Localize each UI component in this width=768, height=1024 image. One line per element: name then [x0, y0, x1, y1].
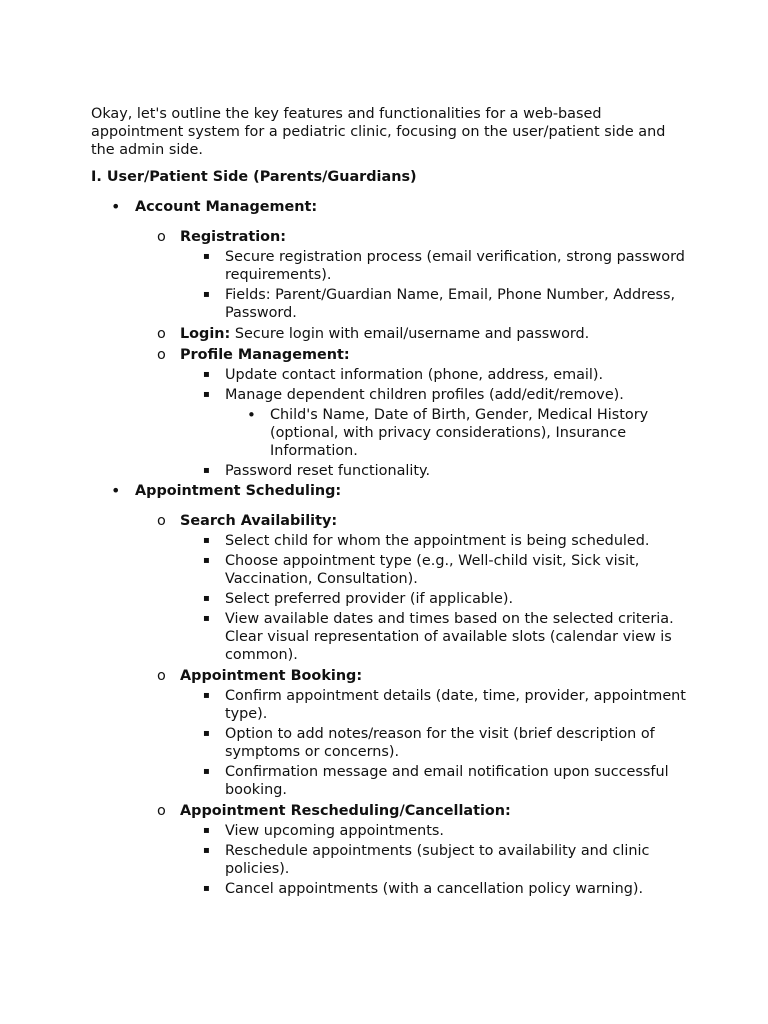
login-description: Secure login with email/username and password. [230, 326, 590, 342]
bullet-marker: • [111, 197, 121, 216]
circle-marker: o [157, 347, 166, 363]
list-item [180, 286, 691, 322]
square-marker: ▪ [203, 369, 210, 380]
square-marker: ▪ [203, 535, 210, 546]
search-availability-item [135, 512, 691, 664]
bullet-marker: • [247, 406, 256, 424]
square-marker: ▪ [203, 555, 210, 566]
intro-paragraph: Okay, let's outline the key features and functionalities for a web-based appointment system for a pediatric clinic, focusing on the user/patient side and the admin side. [91, 106, 666, 158]
square-marker: ▪ [203, 845, 210, 856]
list-item [180, 590, 691, 608]
account-management-sublist [90, 228, 691, 480]
profile-management-item [135, 346, 691, 480]
list-item [180, 822, 691, 840]
list-item [180, 610, 691, 664]
search-availability-list [180, 532, 691, 664]
list-item-text: Option to add notes/reason for the visit (brief description of symptoms or concerns). [225, 726, 655, 760]
circle-marker: o [157, 229, 166, 245]
circle-marker: o [157, 803, 166, 819]
appointment-scheduling-sublist [90, 512, 691, 898]
list-item [180, 532, 691, 550]
top-level-list [91, 198, 691, 898]
list-item [180, 552, 691, 588]
circle-marker: o [157, 513, 166, 529]
square-marker: ▪ [203, 593, 210, 604]
appointment-scheduling-title: Appointment Scheduling: [135, 483, 342, 499]
square-marker: ▪ [203, 766, 210, 777]
list-item-text: Fields: Parent/Guardian Name, Email, Phone Number, Address, Password. [225, 287, 676, 321]
list-item-text: View upcoming appointments. [225, 823, 444, 839]
appointment-booking-title: Appointment Booking: [180, 668, 363, 684]
section-heading: I. User/Patient Side (Parents/Guardians) [91, 169, 417, 185]
rescheduling-list [180, 822, 691, 898]
bullet-marker: • [111, 481, 121, 500]
list-item-text: Confirm appointment details (date, time, provider, appointment type). [225, 688, 686, 722]
circle-marker: o [157, 668, 166, 684]
square-marker: ▪ [203, 289, 210, 300]
appointment-booking-list [180, 687, 691, 799]
account-management-title: Account Management: [135, 199, 318, 215]
document-body [91, 105, 691, 898]
registration-item [135, 228, 691, 322]
appointment-booking-item [135, 667, 691, 799]
list-item-text: Select child for whom the appointment is being scheduled. [225, 533, 650, 549]
rescheduling-item [135, 802, 691, 898]
search-availability-title: Search Availability: [180, 513, 338, 529]
list-item-text: View available dates and times based on the selected criteria. Clear visual representation of available slots (calendar view is common). [225, 611, 674, 663]
list-item [180, 880, 691, 898]
square-marker: ▪ [203, 728, 210, 739]
square-marker: ▪ [203, 883, 210, 894]
list-item-text: Cancel appointments (with a cancellation policy warning). [225, 881, 644, 897]
child-fields-text: Child's Name, Date of Birth, Gender, Medical History (optional, with privacy considerations), Insurance Information. [270, 407, 649, 459]
list-item-text: Select preferred provider (if applicable). [225, 591, 514, 607]
profile-management-title: Profile Management: [180, 347, 350, 363]
registration-list [180, 248, 691, 322]
account-management-item [91, 198, 691, 480]
list-item [180, 687, 691, 723]
list-item [180, 248, 691, 284]
list-item-text: Confirmation message and email notification upon successful booking. [225, 764, 669, 798]
list-item-text: Secure registration process (email verification, strong password requirements). [225, 249, 685, 283]
rescheduling-title: Appointment Rescheduling/Cancellation: [180, 803, 511, 819]
square-marker: ▪ [203, 465, 210, 476]
square-marker: ▪ [203, 690, 210, 701]
list-item [180, 386, 691, 460]
circle-marker: o [157, 326, 166, 342]
list-item-text: Password reset functionality. [225, 463, 431, 479]
login-item [135, 325, 691, 343]
profile-management-list [180, 366, 691, 480]
square-marker: ▪ [203, 825, 210, 836]
login-title: Login: [180, 326, 231, 342]
list-item-text: Reschedule appointments (subject to availability and clinic policies). [225, 843, 650, 877]
list-item [225, 406, 691, 460]
list-item [180, 366, 691, 384]
square-marker: ▪ [203, 389, 210, 400]
list-item [180, 842, 691, 878]
square-marker: ▪ [203, 251, 210, 262]
appointment-scheduling-item [91, 482, 691, 898]
registration-title: Registration: [180, 229, 287, 245]
list-item [180, 725, 691, 761]
list-item-text: Manage dependent children profiles (add/edit/remove). [225, 387, 624, 403]
list-item-text: Update contact information (phone, address, email). [225, 367, 604, 383]
child-profile-list [225, 406, 691, 460]
square-marker: ▪ [203, 613, 210, 624]
list-item [180, 462, 691, 480]
list-item-text: Choose appointment type (e.g., Well-child visit, Sick visit, Vaccination, Consultation). [225, 553, 640, 587]
list-item [180, 763, 691, 799]
